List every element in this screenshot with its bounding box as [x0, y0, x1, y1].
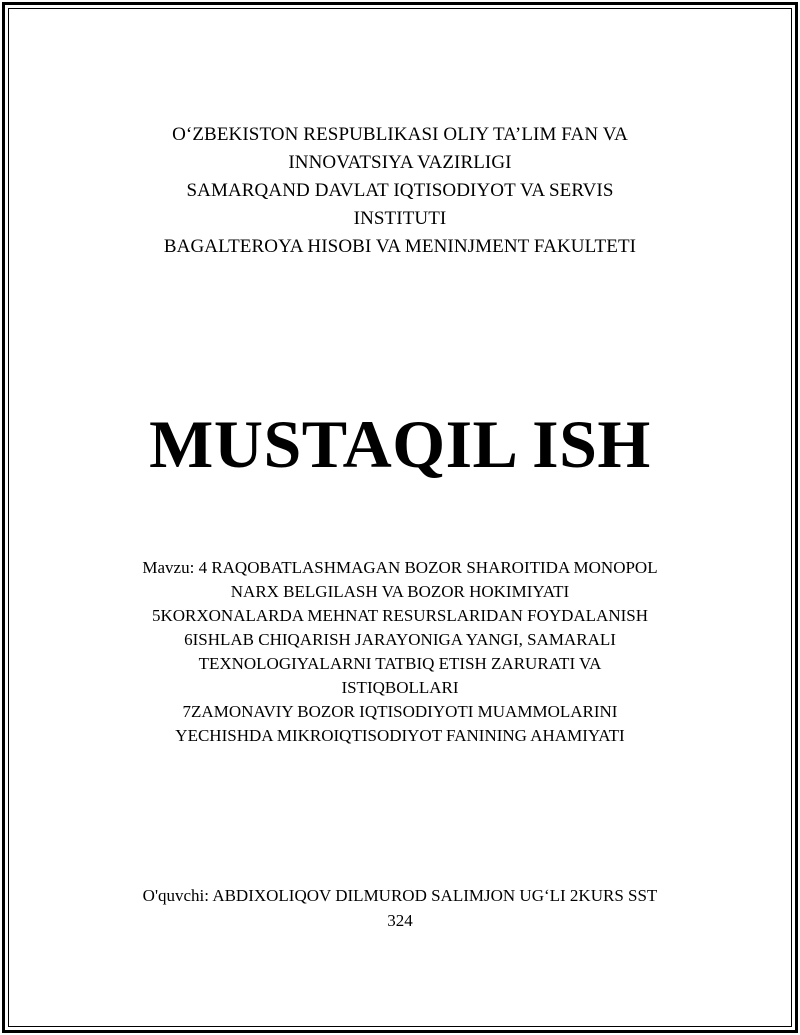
topic-line: YECHISHDA MIKROIQTISODIYOT FANINING AHAMIYATI [175, 726, 625, 745]
header-line: INNOVATSIYA VAZIRLIGI [288, 152, 512, 173]
topic-line: NARX BELGILASH VA BOZOR HOKIMIYATI [230, 582, 570, 601]
topic-line: 7ZAMONAVIY BOZOR IQTISODIYOTI MUAMMOLARINI [182, 702, 618, 721]
header-line: O‘ZBEKISTON RESPUBLIKASI OLIY TA’LIM FAN VA [172, 124, 628, 145]
topic-line: Mavzu: 4 RAQOBATLASHMAGAN BOZOR SHAROITIDA MONOPOL [142, 558, 658, 577]
topic-line: ISTIQBOLLARI [341, 678, 459, 697]
topic-line: 6ISHLAB CHIQARISH JARAYONIGA YANGI, SAMARALI [184, 630, 616, 649]
institution-header [90, 121, 710, 261]
topic-line: TEXNOLOGIYALARNI TATBIQ ETISH ZARURATI VA [198, 654, 602, 673]
header-line: INSTITUTI [353, 208, 447, 229]
student-line: 324 [387, 911, 413, 930]
student-line: O'quvchi: ABDIXOLIQOV DILMUROD SALIMJON UG‘LI 2KURS SST [142, 886, 658, 905]
student-info [90, 883, 710, 933]
topic-line: 5KORXONALARDA MEHNAT RESURSLARIDAN FOYDALANISH [151, 606, 649, 625]
document-title: MUSTAQIL ISH [149, 406, 651, 482]
header-line: BAGALTEROYA HISOBI VA MENINJMENT FAKULTETI [163, 236, 637, 257]
header-line: SAMARQAND DAVLAT IQTISODIYOT VA SERVIS [186, 180, 614, 201]
topic-section [90, 556, 710, 748]
